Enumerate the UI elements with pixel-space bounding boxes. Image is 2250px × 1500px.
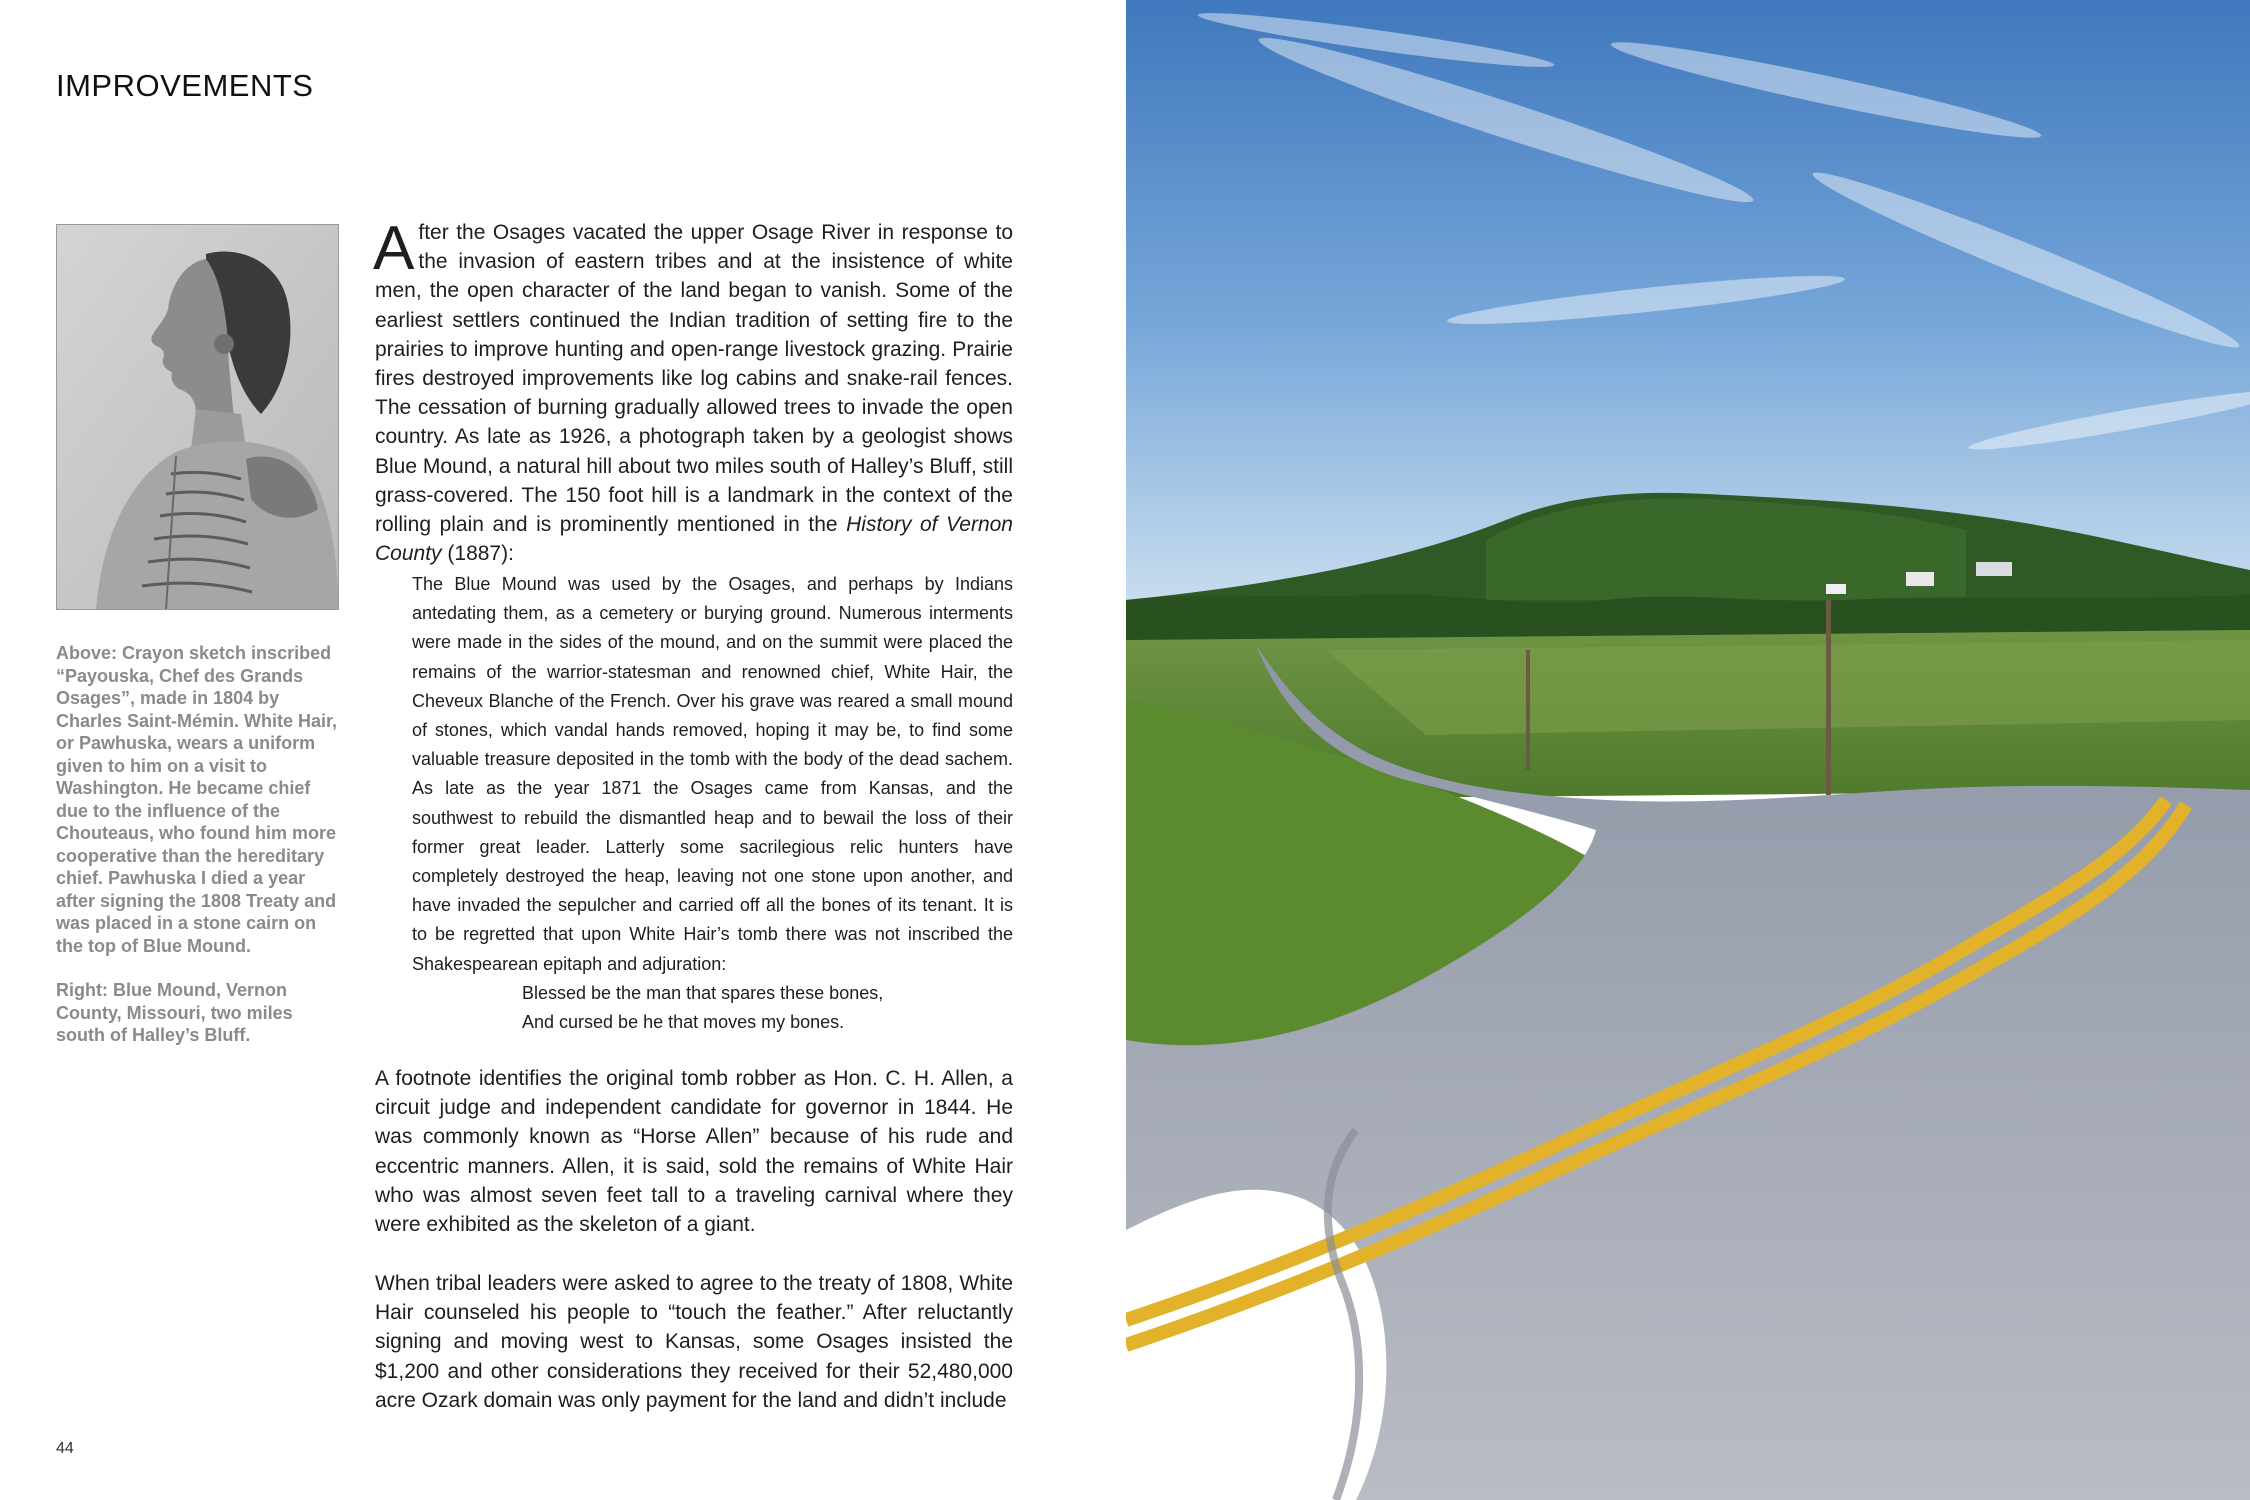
verse-line-2: And cursed be he that moves my bones. — [522, 1012, 845, 1032]
footnote-paragraph — [375, 1064, 1013, 1239]
book-title: History of Vernon County — [375, 513, 1013, 566]
page-number: 44 — [56, 1440, 74, 1457]
intro-text-end: (1887): — [447, 542, 514, 566]
photo-caption: Right: Blue Mound, Vernon County, Missouri, two miles south of Halley’s Bluff. — [56, 980, 293, 1045]
quote-text: The Blue Mound was used by the Osages, and perhaps by Indians antedating them, as a cemetery or burying ground. Numerous interments were made in the sides of the mound, and on the summit were placed the remains of the warrior-statesman and renowned chief, White Hair, the Cheveux Blanche of the French. Over his grave was reared a small mound of stones, which vandal hands removed, hoping it may be, to find some valuable treasure deposited in the tomb with the body of the dead sachem. As late as the year 1871 the Osages came from Kansas, and the southwest to rebuild the dismantled heap and to bewail the loss of their former great leader. Latterly some sacrilegious relic hunters have completely destroyed the heap, leaving not one stone upon another, and have invaded the sepulcher and carried off all the bones of its tenant. It is to be regretted that upon White Hair’s tomb there was not inscribed the Shakespearean epitaph and adjuration: — [412, 574, 1013, 974]
block-quote — [412, 570, 1013, 979]
paragraph-text: When tribal leaders were asked to agree to the treaty of 1808, White Hair counseled his people to “touch the feather.” After reluctantly signing and moving west to Kansas, some Osages insisted the $1,200 and other considerations they received for their 52,480,000 acre Ozark domain was only payment for the land and didn’t include — [375, 1272, 1013, 1412]
blue-mound-photo — [1126, 0, 2250, 1500]
intro-paragraph — [373, 214, 1013, 568]
intro-text: fter the Osages vacated the upper Osage River in response to the invasion of eastern tribes and at the insistence of white men, the open character of the land began to vanish. Some of the earliest settlers continued the Indian tradition of setting fire to the prairies to improve hunting and open-range livestock grazing. Prairie fires destroyed improvements like log cabins and snake-rail fences. The cessation of burning gradually allowed trees to invade the open country. As late as 1926, a photograph taken by a geologist shows Blue Mound, a natural hill about two miles south of Halley’s Bluff, still grass-covered. The 150 foot hill is a landmark in the context of the rolling plain and is prominently mentioned in the — [375, 221, 1013, 537]
portrait-sketch-image — [56, 224, 339, 610]
section-title: IMPROVEMENTS — [56, 68, 314, 103]
treaty-paragraph — [375, 1269, 1013, 1415]
verse-line-1: Blessed be the man that spares these bones, — [522, 983, 884, 1003]
drop-cap: A — [373, 214, 415, 283]
paragraph-text: A footnote identifies the original tomb robber as Hon. C. H. Allen, a circuit judge and independent candidate for governor in 1844. He was commonly known as “Horse Allen” because of his rude and eccentric manners. Allen, it is said, sold the remains of White Hair who was almost seven feet tall to a traveling carnival where they were exhibited as the skeleton of a giant. — [375, 1067, 1013, 1237]
portrait-caption: Above: Crayon sketch inscribed “Payouska, Chef des Grands Osages”, made in 1804 by Charles Saint-Mémin. White Hair, or Pawhuska, wears a uniform given to him on a visit to Washington. He became chief due to the influence of the Chouteaus, who found him more cooperative than the hereditary chief. Pawhuska I died a year after signing the 1808 Treaty and was placed in a stone cairn on the top of Blue Mound. — [56, 643, 338, 956]
image-captions — [56, 642, 346, 1069]
